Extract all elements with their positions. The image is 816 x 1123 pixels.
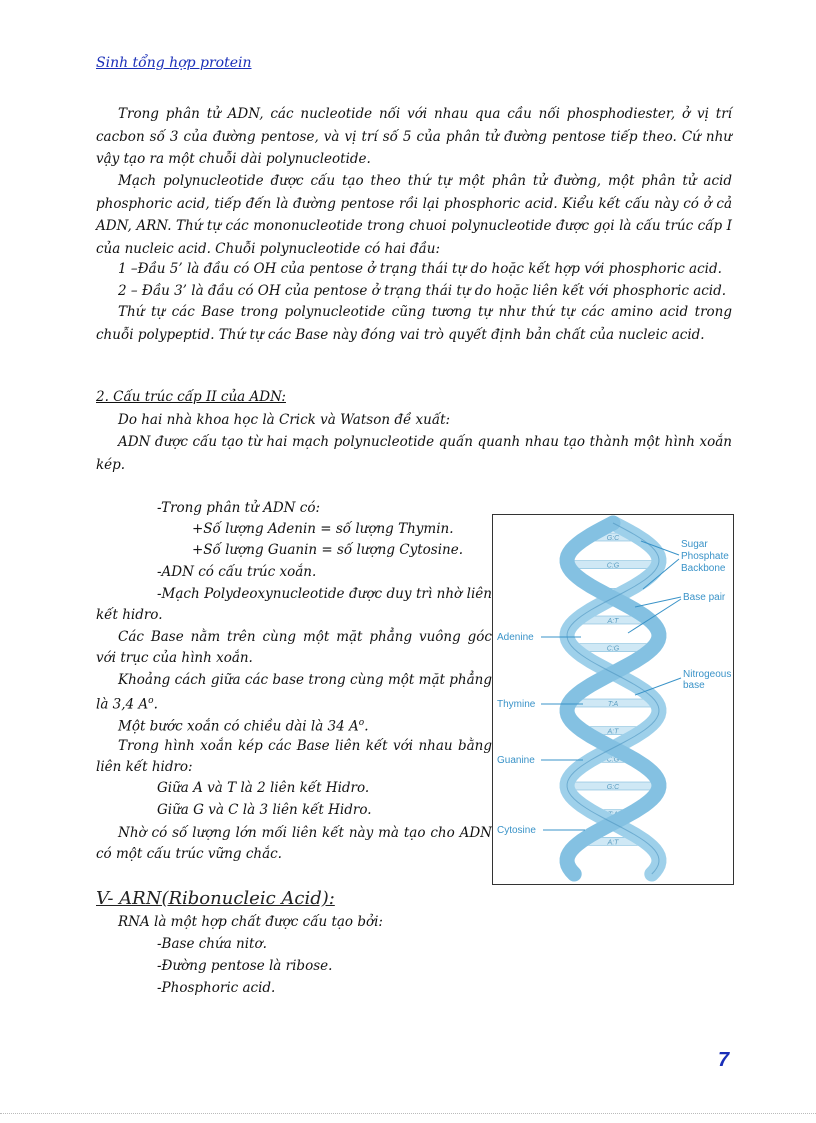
- label-adenine: Adenine: [497, 632, 534, 643]
- label-cytosine: Cytosine: [497, 825, 536, 836]
- base-pair-label: G:C: [606, 784, 620, 791]
- paragraph-crick-watson: Do hai nhà khoa học là Crick và Watson đề xuất:: [118, 412, 451, 428]
- list-item-3-end: 2 – Đầu 3’ là đầu có OH của pentose ở trạng thái tự do hoặc liên kết với phosphoric acid.: [118, 283, 727, 299]
- paragraph-base-bonding: Trong hình xoắn kép các Base liên kết với nhau bằng liên kết hidro:: [96, 738, 492, 775]
- dna-helix-figure: [492, 514, 734, 885]
- base-pair-label: T:A: [607, 811, 619, 819]
- bullet-dna-contains: -Trong phân tử ADN có:: [157, 500, 320, 516]
- base-pair-label: A:T: [607, 728, 619, 736]
- bullet-ribose: -Đường pentose là ribose.: [157, 958, 333, 974]
- label-guanine: Guanine: [497, 755, 535, 766]
- page-bottom-divider: [0, 1113, 816, 1114]
- paragraph-helix-pitch: Một bước xoắn có chiều dài là 34 $A^o$.: [118, 718, 369, 735]
- base-pair-label: A:T: [607, 839, 619, 847]
- leader-base-pair: [635, 597, 681, 607]
- label-base-pair: Base pair: [683, 592, 726, 603]
- bullet-phosphoric-acid: -Phosphoric acid.: [157, 980, 276, 996]
- section-title-rna: V- ARN(Ribonucleic Acid):: [96, 888, 335, 909]
- paragraph-rna-intro: RNA là một hợp chất được cấu tạo bởi:: [118, 914, 383, 930]
- list-item-5-end: 1 –Đầu 5’ là đầu có OH của pentose ở trạng thái tự do hoặc kết hợp với phosphoric acid.: [118, 261, 722, 277]
- bullet-g-c-bonds: Giữa G và C là 3 liên kết Hidro.: [157, 802, 372, 818]
- label-sugar-2: Phosphate: [681, 551, 729, 562]
- label-thymine: Thymine: [497, 699, 536, 710]
- label-nitro-1: Nitrogeous: [683, 669, 732, 680]
- paragraph-phosphodiester: Trong phân tử ADN, các nucleotide nối với nhau qua cầu nối phosphodiester, ở vị trí cacbon số 3 của đường pentose, và vị trí số 5 của phân tử đường pentose tiếp theo. Cứ như vậy tạo ra một chuỗi dài polynucleotide.: [96, 106, 732, 167]
- label-sugar-1: Sugar: [681, 539, 708, 550]
- base-pair-label: A:T: [607, 618, 619, 625]
- label-nitro-2: base: [683, 680, 705, 691]
- base-pair-label: G:C: [606, 673, 620, 681]
- bullet-nitrogen-base: -Base chứa nitơ.: [157, 936, 267, 952]
- page-header-title[interactable]: Sinh tổng hợp protein: [96, 55, 252, 71]
- paragraph-hydrogen-bonds: -Mạch Polydeoxynucleotide được duy trì nhờ liên kết hidro.: [96, 586, 492, 623]
- base-pair-label: G:C: [606, 535, 620, 542]
- paragraph-base-order: Thứ tự các Base trong polynucleotide cũng tương tự như thứ tự các amino acid trong chuỗi polypeptid. Thứ tự các Base này đóng vai trò quyết định bản chất của nucleic acid.: [96, 304, 732, 343]
- base-pair-label: T:A: [607, 590, 619, 598]
- paragraph-polynucleotide: Mạch polynucleotide được cấu tạo theo thứ tự một phân tử đường, một phân tử acid phosphoric acid, tiếp đến là đường pentose rồi lại phosphoric acid. Kiểu kết cấu này có ở cả ADN, ARN. Thứ tự các mononucleotide trong chuoi polynucleotide được gọi là cấu trúc cấp I của nucleic acid. Chuỗi polynucleotide có hai đầu:: [96, 173, 732, 257]
- paragraph-double-helix: ADN được cấu tạo từ hai mạch polynucleotide quấn quanh nhau tạo thành một hình xoắn kép.: [96, 434, 732, 473]
- paragraph-stable-structure: Nhờ có số lượng lớn mối liên kết này mà tạo cho ADN có một cấu trúc vững chắc.: [96, 825, 492, 862]
- base-pair-label: C:G: [606, 756, 620, 764]
- base-pair-label: C:G: [606, 562, 620, 570]
- paragraph-base-plane: Các Base nằm trên cùng một mặt phẳng vuông góc với trục của hình xoắn.: [96, 629, 492, 666]
- page-number: 7: [718, 1049, 730, 1071]
- bullet-a-t-bonds: Giữa A và T là 2 liên kết Hidro.: [157, 780, 370, 796]
- section-title-structure-ii: 2. Cấu trúc cấp II của ADN:: [96, 389, 286, 405]
- bullet-helix-structure: -ADN có cấu trúc xoắn.: [157, 564, 317, 580]
- base-pair-label: C:G: [606, 645, 620, 653]
- label-sugar-3: Backbone: [681, 563, 726, 574]
- bullet-adenine-thymine: +Số lượng Adenin = số lượng Thymin.: [192, 521, 454, 537]
- dna-helix-illustration: [493, 515, 733, 884]
- paragraph-base-distance: Khoảng cách giữa các base trong cùng một mặt phẳng là 3,4 $A^o$.: [96, 672, 492, 712]
- bullet-guanine-cytosine: +Số lượng Guanin = số lượng Cytosine.: [192, 542, 463, 558]
- base-pair-label: T:A: [607, 701, 619, 708]
